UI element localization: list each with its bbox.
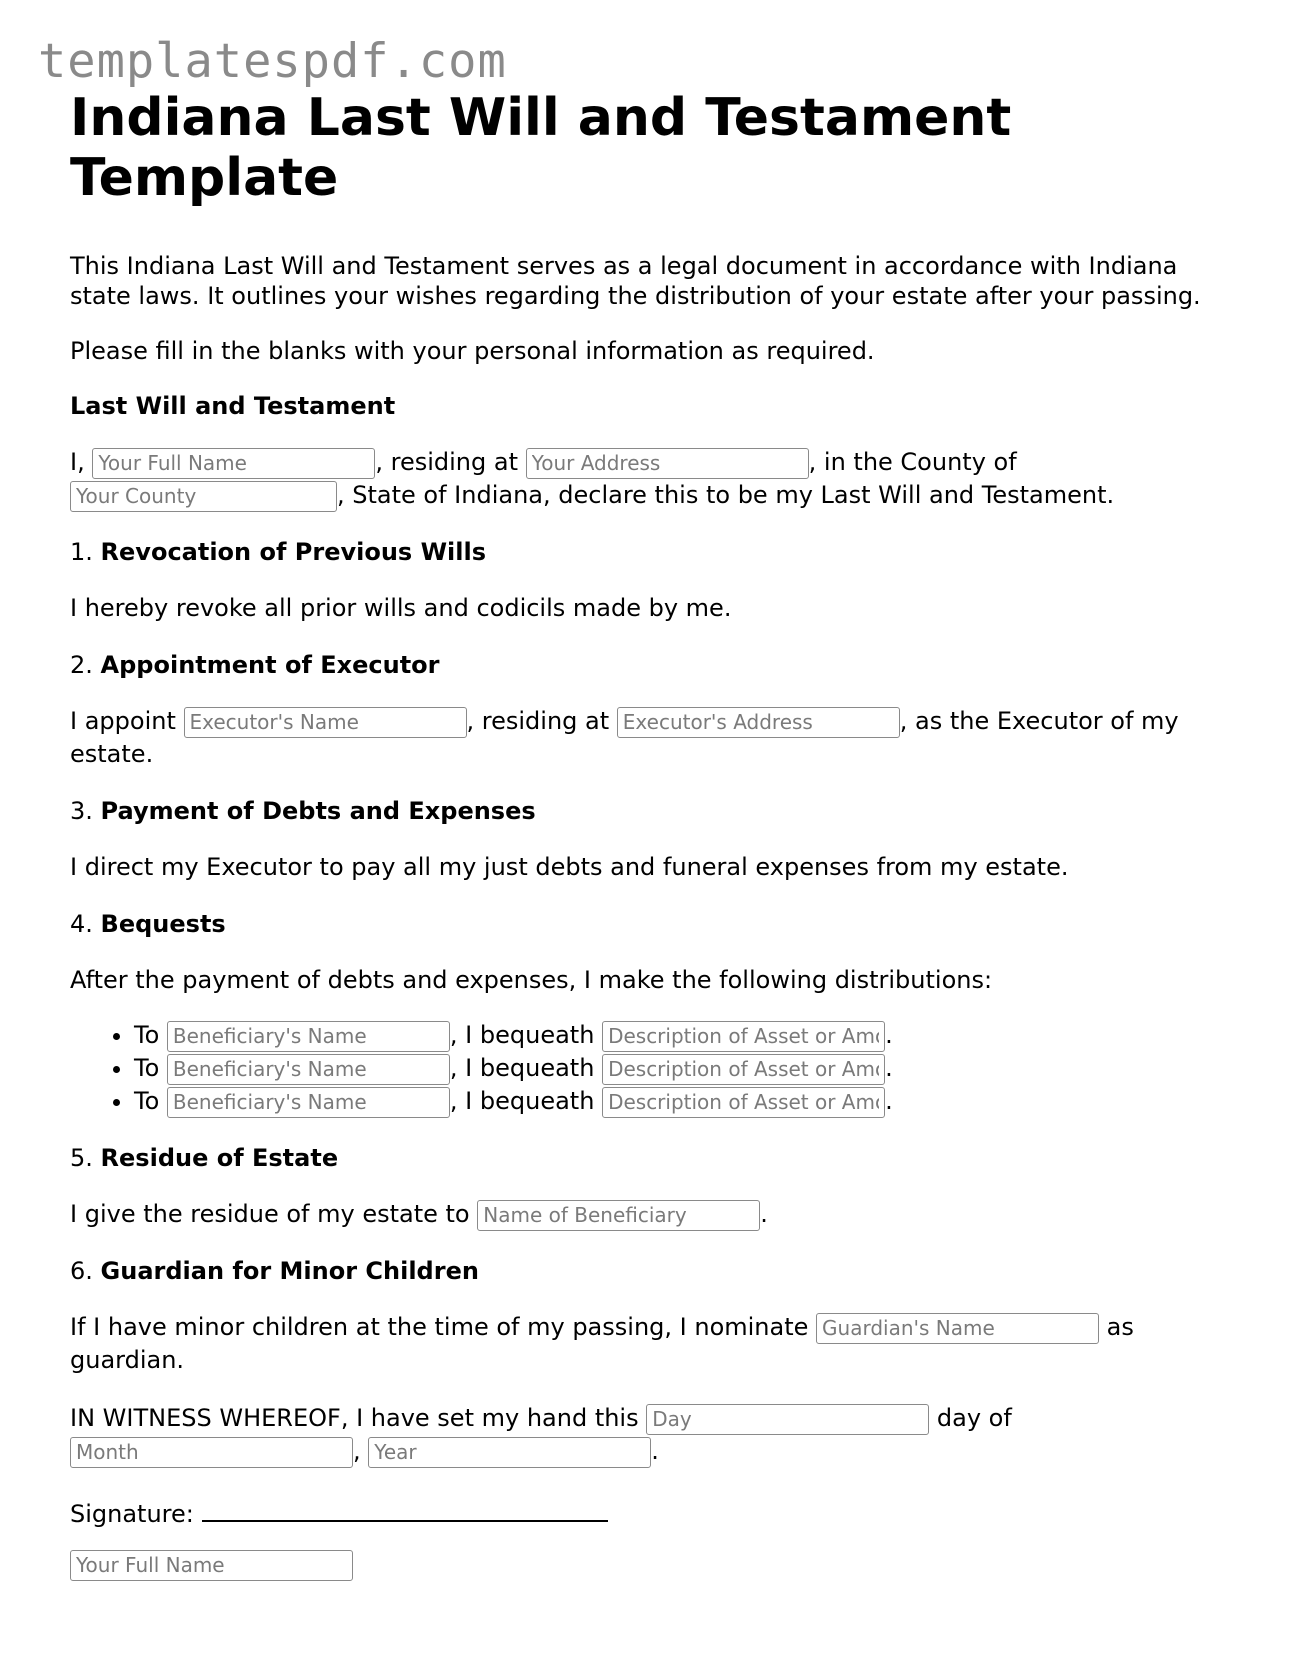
bequest-list (70, 1019, 1240, 1118)
instruction-note: Please fill in the blanks with your personal information as required. (70, 337, 875, 365)
document-body (70, 88, 1240, 1581)
watermark: templatespdf.com (38, 34, 507, 89)
debts-text: I direct my Executor to pay all my just debts and funeral expenses from my estate. (70, 853, 1069, 881)
beneficiary-name-input[interactable] (167, 1021, 450, 1052)
guardian-paragraph: If I have minor children at the time of my passing, I nominate Guardian's Name as guardian. (70, 1311, 1240, 1377)
executor-paragraph: I appoint Executor's Name , residing at Executor's Address , as the Executor of my estate. (70, 705, 1240, 771)
section-heading-revocation: 1. Revocation of Previous Wills (70, 538, 486, 566)
guardian-name-input[interactable] (816, 1313, 1099, 1344)
month-input[interactable] (70, 1437, 353, 1468)
will-subtitle: Last Will and Testament (70, 392, 396, 420)
section-heading-guardian: 6. Guardian for Minor Children (70, 1257, 479, 1285)
day-input[interactable] (646, 1404, 929, 1435)
printed-name-row (70, 1549, 1240, 1581)
asset-description-input[interactable] (602, 1021, 885, 1052)
residue-paragraph: I give the residue of my estate to Name of Beneficiary . (70, 1198, 1240, 1231)
list-item: • To Beneficiary's Name , I bequeath Description of Asset or Amount . (134, 1019, 1240, 1052)
section-heading-executor: 2. Appointment of Executor (70, 651, 440, 679)
beneficiary-name-input[interactable] (167, 1054, 450, 1085)
signature-line[interactable] (202, 1496, 608, 1522)
full-name-input[interactable] (92, 448, 375, 479)
page-title: Indiana Last Will and Testament Template (70, 88, 1012, 208)
section-heading-bequests: 4. Bequests (70, 910, 226, 938)
bequests-intro: After the payment of debts and expenses, I make the following distributions: (70, 966, 993, 994)
executor-name-input[interactable] (184, 707, 467, 738)
signature-name-input[interactable] (70, 1550, 353, 1581)
beneficiary-name-input[interactable] (167, 1087, 450, 1118)
address-input[interactable] (526, 448, 809, 479)
witness-paragraph: IN WITNESS WHEREOF, I have set my hand this Day day of Month, Year . (70, 1402, 1240, 1468)
list-item: • To Beneficiary's Name , I bequeath Description of Asset or Amount . (134, 1052, 1240, 1085)
intro-paragraph: This Indiana Last Will and Testament serves as a legal document in accordance with Indiana state laws. It outlines your wishes regarding the distribution of your estate after your passing. (70, 252, 1201, 310)
executor-address-input[interactable] (617, 707, 900, 738)
section-heading-residue: 5. Residue of Estate (70, 1144, 339, 1172)
county-input[interactable] (70, 481, 337, 512)
section-heading-debts: 3. Payment of Debts and Expenses (70, 797, 536, 825)
residue-beneficiary-input[interactable] (477, 1200, 760, 1231)
year-input[interactable] (368, 1437, 651, 1468)
revocation-text: I hereby revoke all prior wills and codicils made by me. (70, 594, 732, 622)
asset-description-input[interactable] (602, 1087, 885, 1118)
list-item: • To Beneficiary's Name , I bequeath Description of Asset or Amount . (134, 1085, 1240, 1118)
signature-row: Signature: (70, 1496, 1240, 1529)
asset-description-input[interactable] (602, 1054, 885, 1085)
declaration-paragraph: I, Your Full Name , residing at Your Address , in the County of Your County, State of Indiana, declare this to be my Last Will and Testament. (70, 446, 1240, 512)
